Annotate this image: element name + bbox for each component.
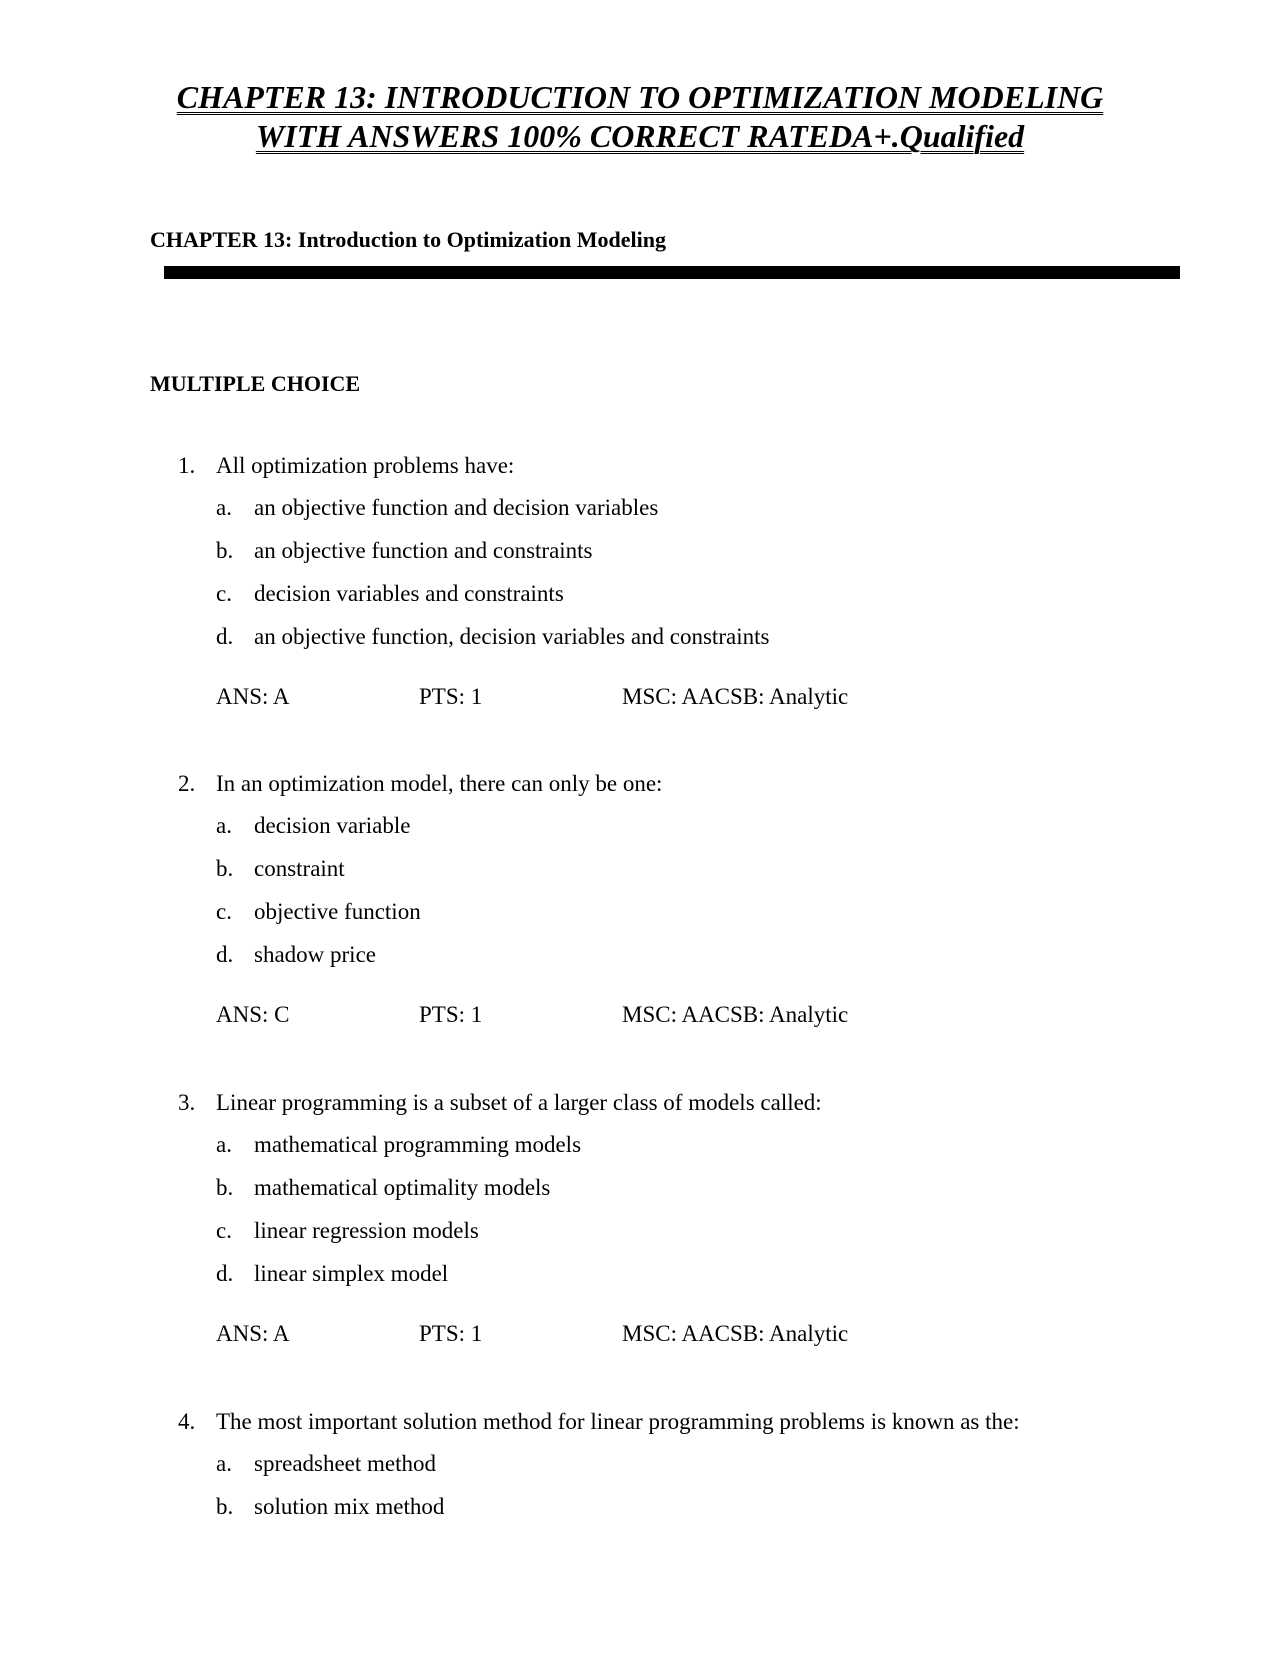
- option-text: spreadsheet method: [254, 1451, 437, 1476]
- option-letter: b.: [216, 856, 234, 881]
- option-letter: b.: [216, 1494, 234, 1519]
- question-number: 4.: [178, 1409, 196, 1434]
- document-title: [140, 78, 1140, 156]
- question-number: 1.: [178, 453, 196, 478]
- answer-key: ANS: C: [216, 1002, 290, 1027]
- option-text: an objective function and decision variables: [254, 495, 659, 520]
- option-letter: a.: [216, 495, 232, 520]
- option-text: objective function: [254, 899, 421, 924]
- option-letter: d.: [216, 942, 234, 967]
- option-text: an objective function, decision variables and constraints: [254, 624, 770, 649]
- heading-divider: [164, 266, 1180, 279]
- option-letter: c.: [216, 581, 232, 606]
- question-number: 2.: [178, 771, 196, 796]
- option-text: linear regression models: [254, 1218, 479, 1243]
- title-line-2: WITH ANSWERS 100% CORRECT RATEDA+.Qualified: [255, 118, 1025, 154]
- option-letter: b.: [216, 1175, 234, 1200]
- question-text: In an optimization model, there can only be one:: [216, 771, 663, 796]
- option-letter: a.: [216, 1451, 232, 1476]
- multiple-choice-heading: MULTIPLE CHOICE: [150, 371, 361, 396]
- option-text: constraint: [254, 856, 345, 881]
- option-text: shadow price: [254, 942, 376, 967]
- option-text: decision variable: [254, 813, 411, 838]
- option-text: linear simplex model: [254, 1261, 449, 1286]
- option-text: mathematical programming models: [254, 1132, 582, 1157]
- option-text: mathematical optimality models: [254, 1175, 551, 1200]
- chapter-heading: CHAPTER 13: Introduction to Optimization Modeling: [150, 227, 667, 252]
- option-letter: c.: [216, 899, 232, 924]
- question-number: 3.: [178, 1090, 196, 1115]
- option-text: solution mix method: [254, 1494, 445, 1519]
- option-letter: b.: [216, 538, 234, 563]
- question-text: All optimization problems have:: [216, 453, 515, 478]
- question-text: The most important solution method for linear programming problems is known as the:: [216, 1409, 1020, 1434]
- title-line-1: CHAPTER 13: INTRODUCTION TO OPTIMIZATION MODELING: [176, 79, 1104, 115]
- answer-key: ANS: A: [216, 684, 290, 709]
- option-letter: d.: [216, 624, 234, 649]
- answer-key: ANS: A: [216, 1321, 290, 1346]
- points: PTS: 1: [419, 684, 483, 709]
- points: PTS: 1: [419, 1002, 483, 1027]
- points: PTS: 1: [419, 1321, 483, 1346]
- msc-category: MSC: AACSB: Analytic: [622, 1321, 849, 1346]
- question-text: Linear programming is a subset of a larger class of models called:: [216, 1090, 822, 1115]
- option-letter: d.: [216, 1261, 234, 1286]
- option-text: decision variables and constraints: [254, 581, 564, 606]
- msc-category: MSC: AACSB: Analytic: [622, 1002, 849, 1027]
- option-letter: c.: [216, 1218, 232, 1243]
- option-letter: a.: [216, 813, 232, 838]
- option-letter: a.: [216, 1132, 232, 1157]
- option-text: an objective function and constraints: [254, 538, 593, 563]
- msc-category: MSC: AACSB: Analytic: [622, 684, 849, 709]
